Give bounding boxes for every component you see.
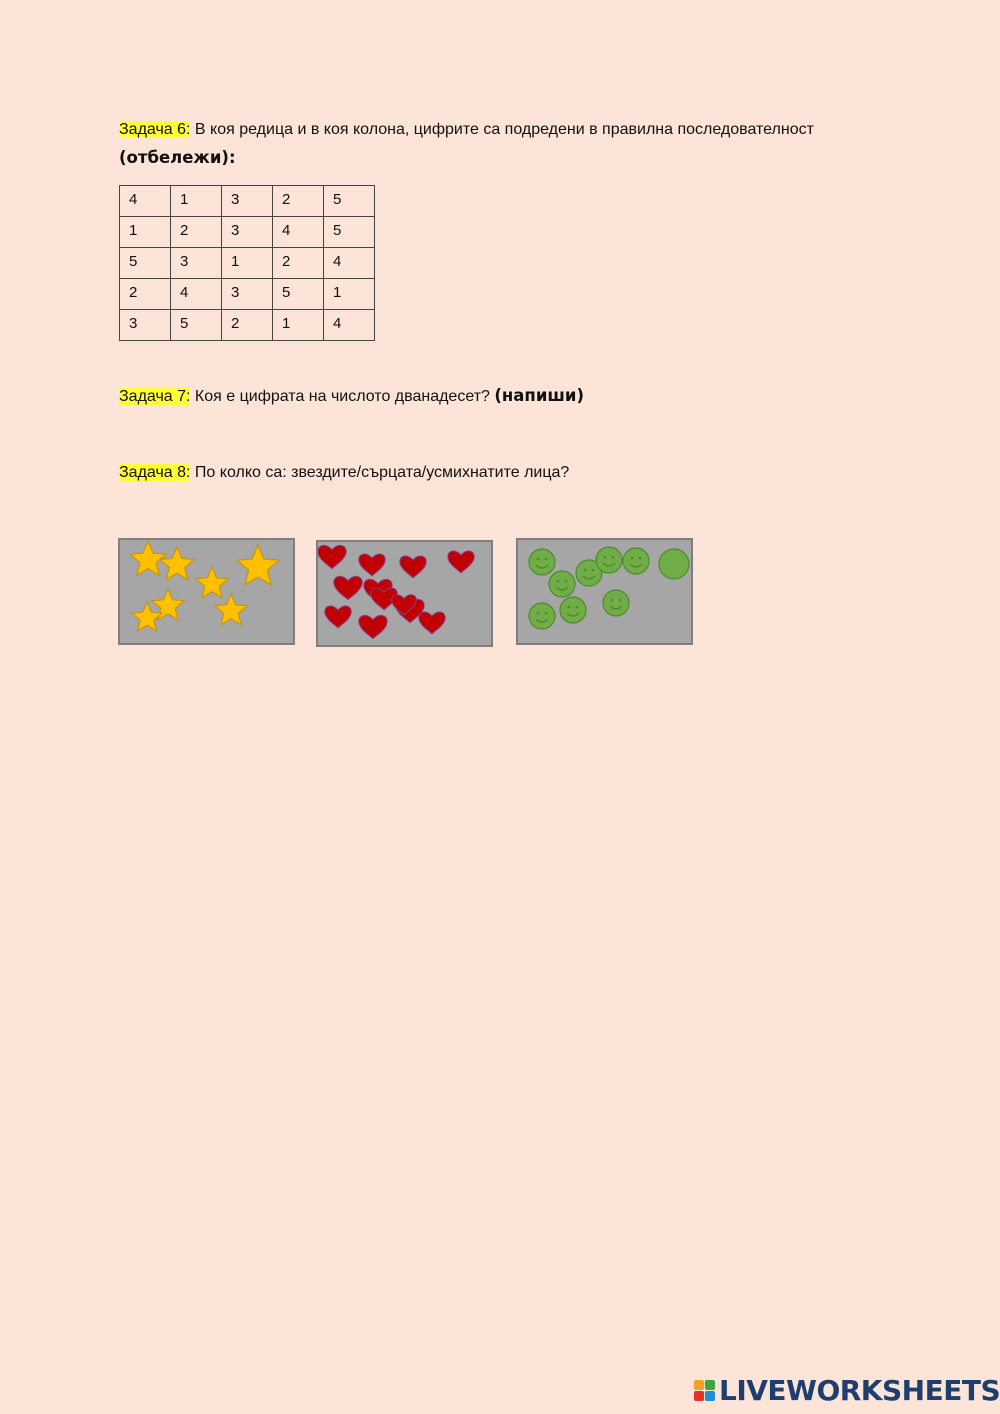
heart-icon <box>359 615 387 638</box>
task-6-label: Задача 6: <box>119 121 191 138</box>
grid-cell: 5 <box>273 279 324 310</box>
grid-cell: 3 <box>120 310 171 341</box>
heart-icon <box>325 606 351 628</box>
grid-row <box>120 217 375 248</box>
grid-cell: 2 <box>273 186 324 217</box>
task-6-text: В коя редица и в коя колона, цифрите са подредени в правилна последователност <box>190 121 814 138</box>
grid-cell: 4 <box>120 186 171 217</box>
smiley-faces-picture <box>516 538 693 645</box>
task-7-question <box>119 386 584 407</box>
grid-cell: 2 <box>120 279 171 310</box>
heart-icon <box>334 576 362 599</box>
heart-icon <box>359 554 385 576</box>
task-8-text: По колко са: звездите/сърцата/усмихнатите лица? <box>190 464 570 481</box>
grid-cell: 5 <box>120 248 171 279</box>
smiley-icon <box>560 597 586 623</box>
task-8-question <box>119 463 569 483</box>
grid-cell: 4 <box>273 217 324 248</box>
task-7-label: Задача 7: <box>119 388 191 405</box>
grid-cell: 4 <box>324 248 375 279</box>
grid-cell: 3 <box>222 217 273 248</box>
stars-group <box>120 540 293 643</box>
heart-icon <box>448 551 474 573</box>
grid-cell: 1 <box>273 310 324 341</box>
grid-cell: 3 <box>171 248 222 279</box>
hearts-group <box>318 542 491 645</box>
grid-row <box>120 279 375 310</box>
smiley-icon <box>596 547 622 573</box>
grid-cell: 4 <box>324 310 375 341</box>
heart-icon <box>318 545 346 568</box>
grid-cell: 3 <box>222 279 273 310</box>
grid-cell: 2 <box>171 217 222 248</box>
heart-icon <box>419 612 445 634</box>
smiley-icon <box>659 549 689 579</box>
grid-cell: 1 <box>171 186 222 217</box>
grid-cell: 2 <box>273 248 324 279</box>
star-icon <box>130 541 166 575</box>
grid-cell: 5 <box>171 310 222 341</box>
task-7-text: Коя е цифрата на числото дванадесет? <box>190 388 495 405</box>
smiley-icon <box>529 549 555 575</box>
grid-cell: 1 <box>222 248 273 279</box>
liveworksheets-logo <box>694 1372 1000 1408</box>
grid-row <box>120 186 375 217</box>
hearts-picture <box>316 540 493 647</box>
star-icon <box>160 547 194 580</box>
grid-cell: 1 <box>324 279 375 310</box>
brand-text: LIVEWORKSHEETS <box>719 1373 1000 1407</box>
star-icon <box>237 545 279 585</box>
grid-cell: 5 <box>324 186 375 217</box>
task-6-question <box>119 120 814 140</box>
grid-row <box>120 310 375 341</box>
grid-cell: 2 <box>222 310 273 341</box>
task-8-label: Задача 8: <box>119 464 191 481</box>
task-7-instruction: (напиши) <box>494 386 585 405</box>
star-icon <box>215 594 247 625</box>
number-grid <box>119 185 375 341</box>
smiley-icon <box>549 571 575 597</box>
smiley-icon <box>529 603 555 629</box>
grid-cell: 5 <box>324 217 375 248</box>
smiley-icon <box>603 590 629 616</box>
star-icon <box>196 567 228 598</box>
grid-cell: 4 <box>171 279 222 310</box>
logo-icon <box>694 1380 715 1401</box>
stars-picture <box>118 538 295 645</box>
grid-cell: 1 <box>120 217 171 248</box>
grid-cell: 3 <box>222 186 273 217</box>
task-6-instruction: (отбележи): <box>119 148 236 167</box>
smiley-icon <box>623 548 649 574</box>
heart-icon <box>400 556 426 578</box>
grid-row <box>120 248 375 279</box>
faces-group <box>518 540 691 643</box>
